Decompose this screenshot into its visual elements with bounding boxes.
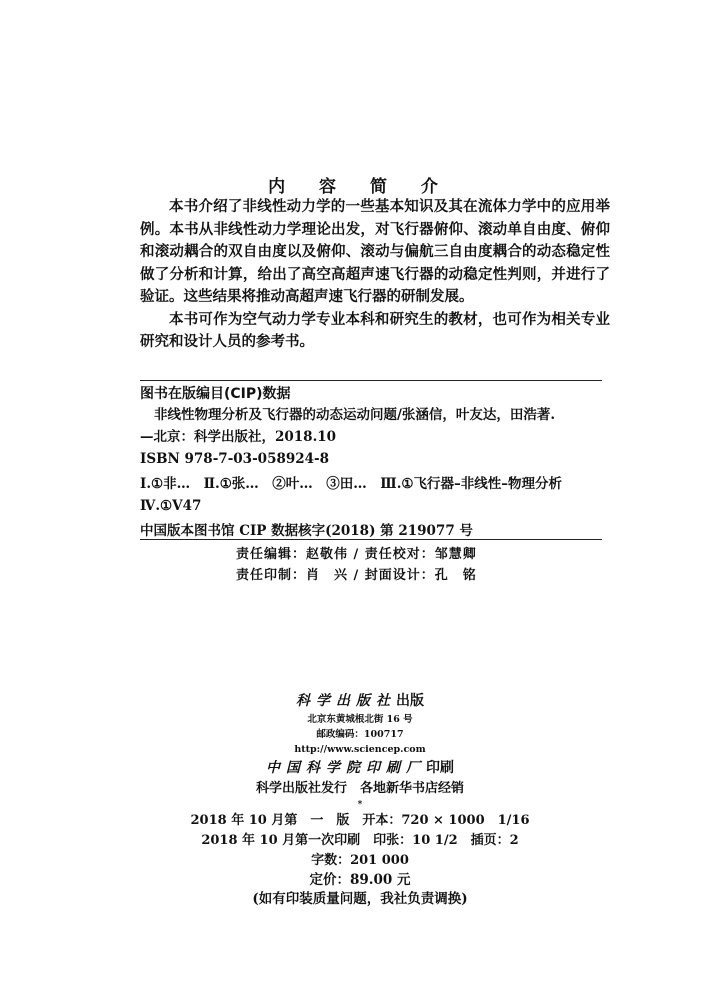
cip-top-rule	[140, 380, 602, 381]
publisher-address: 北京东黄城根北街 16 号	[307, 714, 413, 725]
quality-notice-line: (如有印装质量问题，我社负责调换)	[252, 891, 468, 907]
printer-line	[180, 757, 540, 779]
cip-record-number-line: 中国版本图书馆 CIP 数据核字(2018) 第 219077 号	[140, 523, 473, 539]
publisher-suffix: 出版	[396, 693, 424, 709]
cip-isbn-line: ISBN 978-7-03-058924-8	[140, 451, 330, 467]
summary-paragraph-2: 本书可作为空气动力学专业本科和研究生的教材，也可作为相关专业研究和设计人员的参考书。	[140, 310, 610, 350]
cip-subject-line: Ⅰ.①非… Ⅱ.①张… ②叶… ③田… Ⅲ.①飞行器–非线性–物理分析	[140, 476, 563, 492]
publisher-postcode: 邮政编码：100717	[316, 729, 404, 740]
cip-classification-line: Ⅳ.①V47	[140, 498, 202, 514]
publisher-url: http://www.sciencep.com	[294, 744, 426, 755]
cip-imprint-line: —北京：科学出版社，2018.10	[140, 429, 337, 445]
printer-calligraphy-name: 中国科学院印刷厂	[266, 760, 426, 776]
word-count-line: 字数：201 000	[311, 853, 409, 868]
editors-credits	[236, 544, 477, 586]
publisher-block	[180, 690, 540, 909]
publisher-calligraphy-name: 科学出版社	[296, 693, 396, 709]
editors-line-2: 责任印制：肖 兴 / 封面设计：孔 铭	[236, 568, 477, 583]
edition-line: 2018 年 10 月第 一 版 开本：720 × 1000 1/16	[190, 813, 530, 828]
distribution-line: 科学出版社发行 各地新华书店经销	[255, 781, 464, 796]
cip-bottom-rule	[140, 539, 602, 540]
editors-line-1: 责任编辑：赵敬伟 / 责任校对：邹慧卿	[236, 547, 477, 562]
printer-suffix: 印刷	[426, 760, 454, 776]
cip-title-line: 非线性物理分析及飞行器的动态运动问题/张涵信，叶友达，田浩著.	[154, 407, 556, 423]
price-line: 定价：89.00 元	[309, 872, 411, 888]
publisher-line	[180, 690, 540, 712]
summary-paragraph-1: 本书介绍了非线性动力学的一些基本知识及其在流体力学中的应用举例。本书从非线性动力学理论出发，对飞行器俯仰、滚动单自由度、俯仰和滚动耦合的双自由度以及俯仰、滚动与偏航三自由度耦合的动态稳定性做了分析和计算，给出了高空高超声速飞行器的动稳定性判则，并进行了验证。这些结果将推动高超声速飞行器的研制发展。	[140, 198, 610, 305]
separator-star: *	[357, 800, 363, 810]
cip-heading: 图书在版编目(CIP)数据	[140, 386, 291, 402]
summary-body	[140, 196, 610, 354]
printing-line: 2018 年 10 月第一次印刷 印张：10 1/2 插页：2	[201, 833, 519, 848]
cip-data-block	[140, 404, 610, 542]
summary-title: 内 容 简 介	[268, 177, 452, 197]
